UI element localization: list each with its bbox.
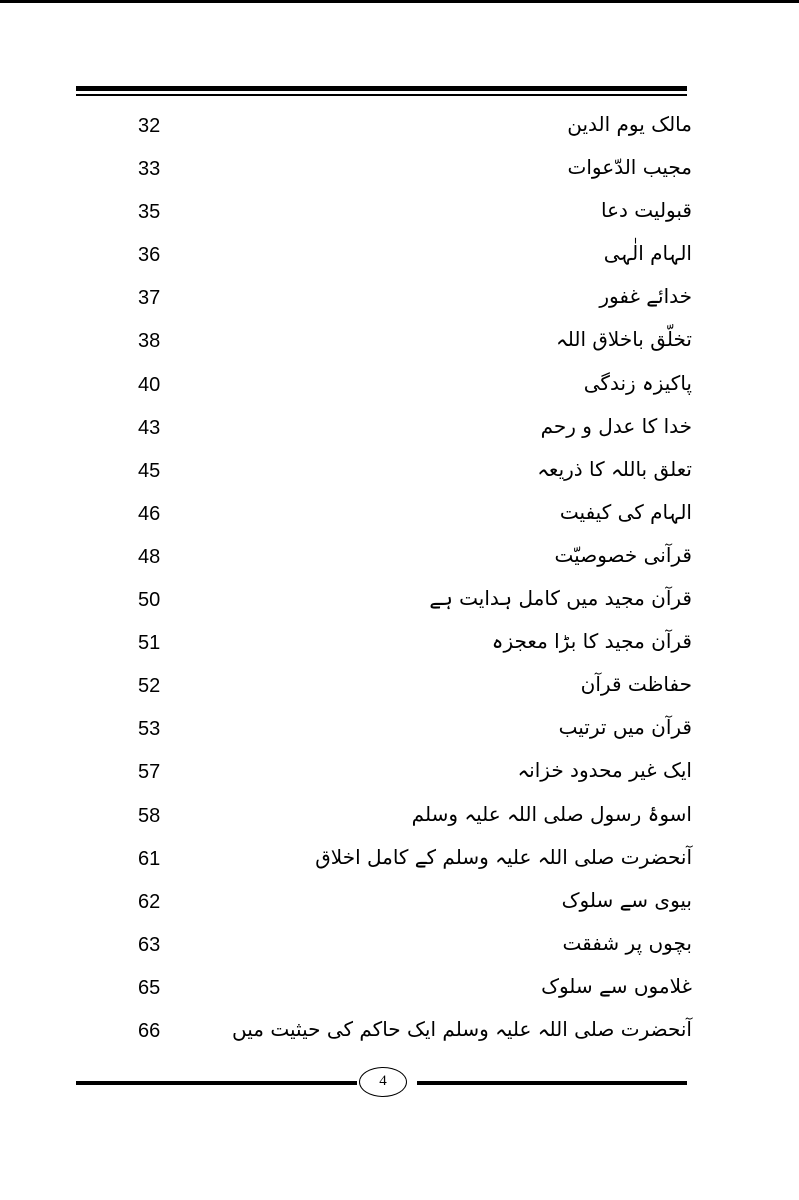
table-of-contents bbox=[0, 105, 799, 1053]
toc-page-number: 33 bbox=[138, 158, 161, 181]
toc-entry bbox=[0, 536, 799, 579]
toc-title: ایک غیر محدود خزانہ bbox=[517, 758, 692, 783]
toc-page-number: 40 bbox=[138, 373, 161, 396]
toc-title: الہام کی کیفیت bbox=[559, 499, 692, 524]
toc-title: آنحضرت صلی اللہ علیہ وسلم ایک حاکم کی حیثیت میں bbox=[232, 1016, 692, 1041]
toc-title: مالک یوم الدین bbox=[567, 112, 692, 136]
toc-entry bbox=[0, 881, 799, 924]
toc-page-number: 50 bbox=[138, 589, 161, 612]
toc-title: بچوں پر شفقت bbox=[562, 930, 692, 955]
toc-entry bbox=[0, 191, 799, 234]
toc-title: خدائے غفور bbox=[599, 284, 692, 309]
toc-title: قرآن مجید کا بڑا معجزہ bbox=[491, 629, 692, 654]
toc-title: پاکیزہ زندگی bbox=[583, 370, 692, 395]
toc-page-number: 57 bbox=[138, 761, 161, 784]
footer-rule-left bbox=[76, 1081, 357, 1085]
toc-page-number: 61 bbox=[138, 847, 161, 870]
toc-page-number: 46 bbox=[138, 502, 161, 525]
toc-entry bbox=[0, 493, 799, 536]
page-number: 4 bbox=[359, 1067, 407, 1097]
toc-entry bbox=[0, 795, 799, 838]
top-edge-line bbox=[0, 0, 799, 3]
toc-page-number: 58 bbox=[138, 804, 161, 827]
toc-page-number: 37 bbox=[138, 287, 161, 310]
toc-entry bbox=[0, 277, 799, 320]
toc-entry bbox=[0, 364, 799, 407]
toc-entry bbox=[0, 320, 799, 363]
toc-page-number: 43 bbox=[138, 416, 161, 439]
toc-title: تعلق باللہ کا ذریعہ bbox=[537, 456, 692, 481]
toc-title: قرآن مجید میں کامل ہدایت ہے bbox=[429, 586, 692, 611]
toc-page-number: 66 bbox=[138, 1019, 161, 1042]
toc-entry bbox=[0, 967, 799, 1010]
toc-title: اسوۂ رسول صلی اللہ علیہ وسلم bbox=[411, 801, 692, 826]
toc-title: قرآنی خصوصیّت bbox=[554, 542, 692, 567]
toc-title: قرآن میں ترتیب bbox=[558, 715, 692, 740]
toc-title: حفاظت قرآن bbox=[580, 672, 692, 697]
toc-entry bbox=[0, 450, 799, 493]
toc-entry bbox=[0, 148, 799, 191]
toc-title: خدا کا عدل و رحم bbox=[540, 413, 692, 438]
toc-entry bbox=[0, 708, 799, 751]
toc-entry bbox=[0, 838, 799, 881]
toc-entry bbox=[0, 1010, 799, 1053]
toc-entry bbox=[0, 751, 799, 794]
header-rule-thin bbox=[76, 94, 687, 96]
toc-page-number: 48 bbox=[138, 545, 161, 568]
toc-page-number: 32 bbox=[138, 115, 161, 137]
toc-page-number: 35 bbox=[138, 201, 161, 224]
toc-entry bbox=[0, 665, 799, 708]
toc-page-number: 52 bbox=[138, 675, 161, 698]
toc-page-number: 36 bbox=[138, 244, 161, 267]
toc-title: الہام الٰہی bbox=[603, 241, 692, 266]
toc-entry bbox=[0, 579, 799, 622]
toc-page-number: 65 bbox=[138, 976, 161, 999]
toc-title: غلاموں سے سلوک bbox=[541, 973, 692, 998]
toc-entry bbox=[0, 924, 799, 967]
toc-entry bbox=[0, 622, 799, 665]
toc-page-number: 45 bbox=[138, 459, 161, 482]
toc-title: آنحضرت صلی اللہ علیہ وسلم کے کامل اخلاق bbox=[315, 844, 692, 869]
toc-title: مجیب الدّعوات bbox=[567, 155, 692, 180]
toc-page-number: 63 bbox=[138, 933, 161, 956]
toc-page-number: 38 bbox=[138, 330, 161, 353]
toc-page-number: 62 bbox=[138, 890, 161, 913]
toc-page-number: 53 bbox=[138, 718, 161, 741]
toc-entry bbox=[0, 234, 799, 277]
header-rule-thick bbox=[76, 86, 687, 91]
toc-title: بیوی سے سلوک bbox=[561, 887, 692, 912]
toc-entry bbox=[0, 105, 799, 148]
toc-entry bbox=[0, 407, 799, 450]
toc-page-number: 51 bbox=[138, 632, 161, 655]
footer-rule-right bbox=[417, 1081, 687, 1085]
toc-title: قبولیت دعا bbox=[601, 198, 692, 223]
toc-title: تخلّق باخلاق اللہ bbox=[556, 327, 692, 352]
